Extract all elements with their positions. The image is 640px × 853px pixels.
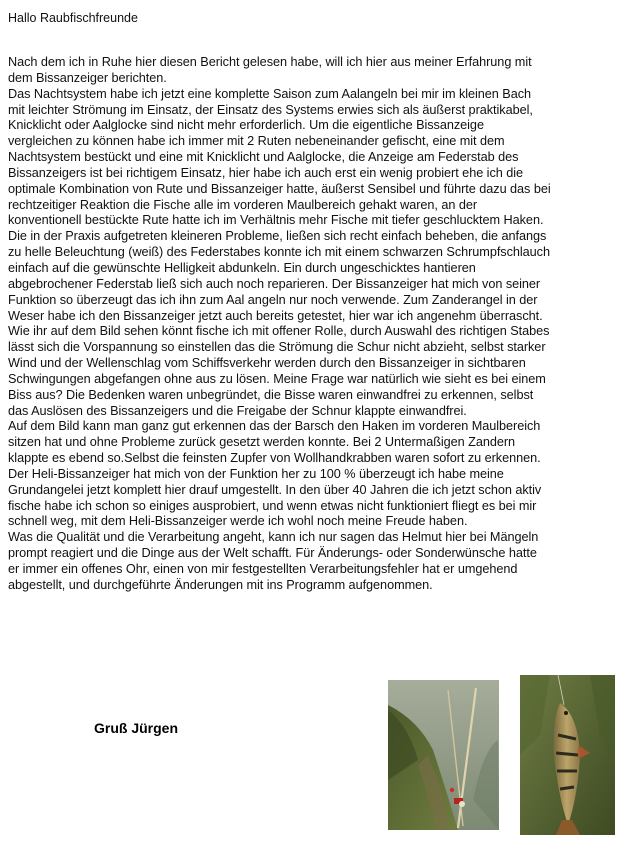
- letter-line: rechtzeitiger Reaktion die Fische alle im vorderen Maulbereich gehakt waren, an der: [8, 197, 478, 212]
- letter-line: lässt sich die Vorspannung so einstellen das die Strömung die Schur nicht abzieht, selbst starker: [8, 340, 546, 355]
- letter-line: einfach auf die gewünschte Helligkeit abdunkeln. Ein durch ungeschicktes hantieren: [8, 260, 476, 275]
- letter-line: Knicklicht oder Aalglocke sind nicht mehr erforderlich. Um die eigentliche Bissanzeige: [8, 118, 484, 133]
- letter-line: zu helle Beleuchtung (weiß) des Federstabes konnte ich mit einem schwarzen Schrumpfschlauch: [8, 245, 550, 260]
- letter-line: abgestellt, und durchgeführte Änderungen mit ins Programm aufgenommen.: [8, 577, 433, 592]
- letter-line: abgebrochener Federstab ließ sich auch noch reparieren. Der Bissanzeiger hat mich von seiner: [8, 276, 541, 291]
- letter-line: Was die Qualität und die Verarbeitung angeht, kann ich nur sagen das Helmut hier bei Mängeln: [8, 530, 539, 545]
- letter-line: prompt reagiert und die Dinge aus der Welt schafft. Für Änderungs- oder Sonderwünsche hatte: [8, 546, 537, 561]
- letter-line: mit leichter Strömung im Einsatz, der Einsatz des Systems erwies sich als äußerst praktikabel,: [8, 102, 533, 117]
- letter-line: optimale Kombination von Rute und Bissanzeiger hatte, äußerst Sensibel und führte dazu das bei: [8, 181, 551, 196]
- letter-line: Wie ihr auf dem Bild sehen könnt fische ich mit offener Rolle, durch Auswahl des richtigen Stabes: [8, 324, 550, 339]
- letter-line: Schwingungen abgefangen ohne aus zu lösen. Meine Frage war natürlich wie sieht es bei einem: [8, 371, 546, 386]
- letter-greeting: Hallo Raubfischfreunde: [8, 11, 138, 25]
- letter-signature: Gruß Jürgen: [94, 720, 179, 736]
- letter-line: er immer ein offenes Ohr, einen von mir festgestellten Verarbeitungsfehler hat er umgehend: [8, 562, 518, 576]
- letter-line: konventionell bestückte Rute hatte ich im Verhältnis mehr Fische mit tiefer geschlucktem Haken.: [8, 213, 544, 228]
- letter-line: Funktion so überzeugt das ich ihn zum Aal angeln nur noch verwende. Zum Zanderangel in der: [8, 292, 538, 307]
- perch-fish-photo: [520, 675, 615, 835]
- fishing-rod-photo: [388, 680, 499, 830]
- letter-line: Nach dem ich in Ruhe hier diesen Bericht gelesen habe, will ich hier aus meiner Erfahrung mit: [8, 55, 532, 69]
- letter-body: [8, 55, 634, 594]
- letter-line: Biss aus? Die Bedenken waren unbegründet, die Bisse waren einwandfrei zu erkennen, selbst: [8, 387, 534, 402]
- letter-line: vergleichen zu können habe ich immer mit 2 Ruten nebeneinander gefischt, eine mit dem: [8, 134, 505, 149]
- letter-line: Auf dem Bild kann man ganz gut erkennen das der Barsch den Haken im vorderen Maulbereich: [8, 419, 541, 434]
- letter-line: fische habe ich schon so einiges ausprobiert, und wenn etwas nicht funktioniert fliegt es bei mir: [8, 498, 537, 513]
- letter-line: Wind und der Wellenschlag vom Schiffsverkehr werden durch den Bissanzeiger in sichtbaren: [8, 356, 526, 371]
- letter-line: Die in der Praxis aufgetreten kleineren Probleme, ließen sich recht einfach beheben, die anfangs: [8, 229, 547, 244]
- letter-line: schnell weg, mit dem Heli-Bissanzeiger werde ich wohl noch meine Freude haben.: [8, 514, 468, 529]
- letter-line: dem Bissanzeiger berichten.: [8, 70, 167, 85]
- letter-line: Grundangelei jetzt komplett hier drauf umgestellt. In den über 40 Jahren die ich jetzt schon aktiv: [8, 482, 542, 497]
- letter-line: Nachtsystem bestückt und eine mit Knicklicht und Aalglocke, die Anzeige am Federstab des: [8, 150, 519, 165]
- letter-line: sitzen hat und ohne Probleme zurück gesetzt werden konnte. Bei 2 Untermaßigen Zandern: [8, 435, 516, 450]
- letter-line: Bissanzeigers ist bei richtigem Einsatz, hier habe ich auch erst ein wenig probiert ehe ich die: [8, 165, 524, 180]
- letter-line: klappte es ebend so.Selbst die feinsten Zupfer von Wollhandkrabben waren sofort zu erkennen.: [8, 451, 541, 466]
- letter-line: Der Heli-Bissanzeiger hat mich von der Funktion her zu 100 % überzeugt ich habe meine: [8, 466, 504, 481]
- letter-line: Weser habe ich den Bissanzeiger jetzt auch bereits getestet, hier war ich angenehm überrascht.: [8, 308, 543, 323]
- letter-line: Das Nachtsystem habe ich jetzt eine komplette Saison zum Aalangeln bei mir im kleinen Bach: [8, 86, 531, 101]
- letter-line: das Auslösen des Bissanzeigers und die Freigabe der Schnur klappte einwandfrei.: [8, 403, 467, 418]
